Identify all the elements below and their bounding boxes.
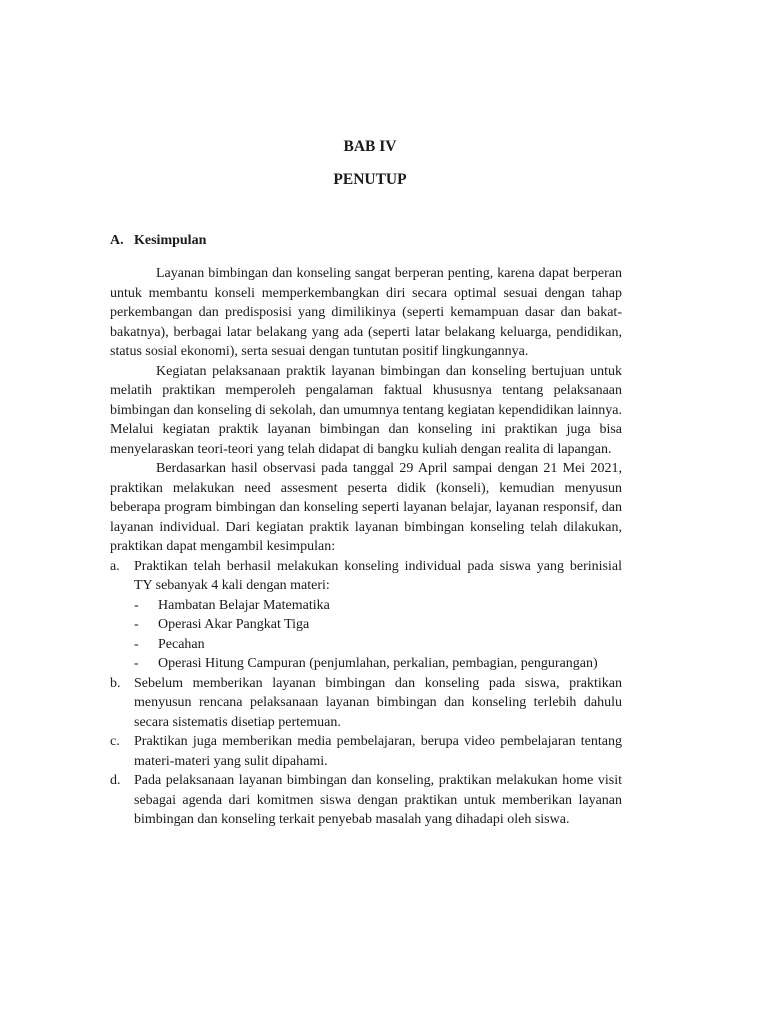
dash-marker: - — [134, 656, 139, 671]
list-item — [110, 732, 622, 771]
list-item — [110, 557, 622, 674]
sub-list-item-text: Pecahan — [158, 636, 205, 652]
section-title: Kesimpulan — [134, 233, 207, 248]
list-item — [110, 771, 622, 830]
sub-list-item-text: Operasi Akar Pangkat Tiga — [158, 617, 310, 632]
list-marker: c. — [110, 734, 120, 749]
section-number: A. — [110, 233, 124, 248]
list-item-text: Pada pelaksanaan layanan bimbingan dan konseling, praktikan melakukan home visit sebagai agenda dari komitmen siswa dengan praktikan untuk memberikan layanan bimbingan dan konseling terkait penyebab masalah yang dihadapi oleh siswa. — [134, 773, 622, 827]
list-item-text: Sebelum memberikan layanan bimbingan dan konseling pada siswa, praktikan menyusun rencana pelaksanaan layanan bimbingan dan konseling terlebih dahulu secara sistematis disetiap pertemuan. — [134, 675, 622, 730]
chapter-number: BAB IV — [343, 138, 397, 155]
conclusion-list — [110, 557, 622, 830]
sub-list-item — [134, 596, 622, 616]
dash-marker: - — [134, 597, 139, 613]
dash-marker: - — [134, 617, 139, 632]
paragraph: Berdasarkan hasil observasi pada tanggal 29 April sampai dengan 21 Mei 2021, praktikan melakukan need assesment peserta didik (konseli), kemudian menyusun beberapa program bimbingan dan konseling seperti layanan belajar, layanan responsif, dan layanan individual. Dari kegiatan praktik layanan bimbingan konseling telah dilakukan, praktikan dapat mengambil kesimpulan: — [110, 461, 622, 554]
list-item-text: Praktikan telah berhasil melakukan konseling individual pada siswa yang berinisial TY sebanyak 4 kali dengan materi: — [134, 558, 622, 593]
sub-list-item — [134, 635, 622, 655]
dash-marker: - — [134, 636, 139, 652]
list-marker: d. — [110, 773, 121, 788]
sub-list-item — [134, 615, 622, 635]
sub-list-item-text: Operasi Hitung Campuran (penjumlahan, perkalian, pembagian, pengurangan) — [158, 656, 598, 671]
section-heading — [110, 233, 206, 249]
sub-list-item — [134, 654, 622, 674]
material-list — [134, 596, 622, 674]
sub-list-item-text: Hambatan Belajar Matematika — [158, 597, 330, 613]
paragraph: Kegiatan pelaksanaan praktik layanan bimbingan dan konseling bertujuan untuk melatih praktikan memperoleh pengalaman faktual khususnya tentang pelaksanaan bimbingan dan konseling di sekolah, dan umumnya tentang kegiatan kependidikan lainnya. Melalui kegiatan praktik layanan bimbingan dan konseling ini praktikan juga bisa menyelaraskan teori-teori yang telah didapat di bangku kuliah dengan realita di lapangan. — [110, 363, 622, 457]
chapter-title: PENUTUP — [333, 171, 407, 188]
list-marker: b. — [110, 675, 121, 691]
list-item-text: Praktikan juga memberikan media pembelajaran, berupa video pembelajaran tentang materi-materi yang sulit dipahami. — [134, 734, 622, 769]
document-body — [110, 264, 622, 830]
paragraph: Layanan bimbingan dan konseling sangat berperan penting, karena dapat berperan untuk membantu konseli memperkembangkan diri secara optimal sesuai dengan tahap perkembangan dan predisposisi yang dimilikinya (seperti kemampuan dasar dan bakat-bakatnya), berbagai latar belakang yang ada (seperti latar belakang keluarga, pendidikan, status sosial ekonomi), serta sesuai dengan tuntutan positif lingkungannya. — [110, 266, 622, 359]
list-marker: a. — [110, 558, 120, 574]
list-item — [110, 674, 622, 733]
